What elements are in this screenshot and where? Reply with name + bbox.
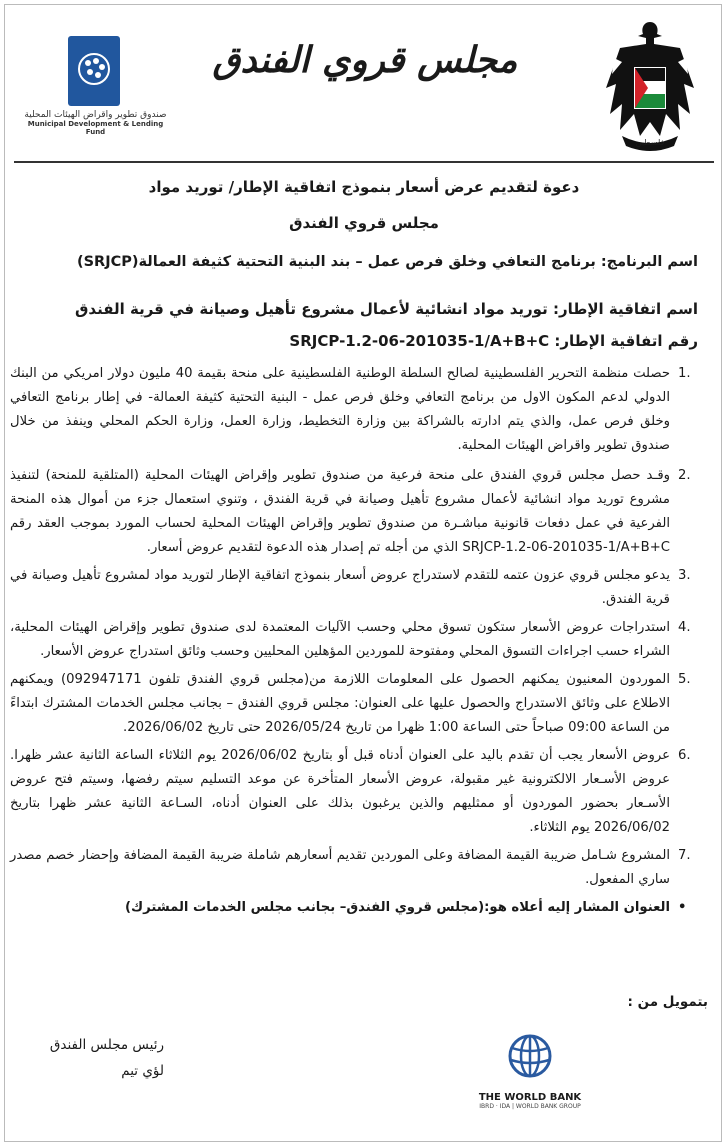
list-item: .6 عروض الأسعار يجب أن تقدم باليد على العنوان أدناه قبل أو بتاريخ 2026/06/02 يوم الثلاثاء الساعة الثانية عشر ظهرا. عروض الأسـعار الالكترونية غير مقبولة، عروض الأسعار المتأخرة عن موعد التسليم سيتم رفضها، وسيتم فتح عروض الأسـعار بحضور الموردون أو ممثليهم والذين يرغبون بذلك على العنوان أدناه، السـاعة الثانية عشر ظهرا بتاريخ 2026/06/02 يوم الثلاثاء. [10,748,691,835]
list-item: .5 الموردون المعنيون يمكنهم الحصول على المعلومات اللازمة من(مجلس قروي الفندق تلفون 092947171) ويمكنهم الاطلاع على وثائق الاستدراج والحصول عليها على العنوان: مجلس قروي الفندق – بجانب مجلس الخدمات المشترك ابتداءً من الساعة 09:00 صباحاً حتى الساعة 1:00 ظهرا من تاريخ 2026/05/24 حتى تاريخ 2026/06/02. [10,672,691,735]
page-title: مجلس قروي الفندق [212,40,518,81]
signature-block [14,1032,164,1084]
funding-label: بتمويل من : [627,994,708,1010]
mdlf-name-ar: صندوق تطوير واقراض الهيئات المحلية [24,110,167,120]
mdlf-name-en: Municipal Development & Lending Fund [27,120,164,136]
signature-title: رئيس مجلس الفندق [49,1037,164,1053]
invitation-heading: دعوة لتقديم عرض أسعار بنموذج اتفاقية الإطار/ توريد مواد [148,178,580,196]
agreement-name: اسم اتفاقية الإطار: توريد مواد انشائية لأعمال مشروع تأهيل وصيانة في قرية الفندق [75,300,698,318]
list-item: .2 وقـد حصل مجلس قروي الفندق على منحة فرعية من صندوق تطوير وإقراض الهيئات المحلية (المتلقية للمنحة) لتنفيذ مشروع توريد مواد انشائية لأعمال مشروع تأهيل وصيانة في قرية الفندق ، وتنوي استعمال جزء من أموال هذه المنحة الفرعية في عمل دفعات قانونية مباشـرة من صندوق تطوير وإقراض الهيئات المحلية لحساب المورد بموجب العقد رقم SRJCP-1.2-06-201035-1/A+B+C الذي من أجله تم إصدار هذه الدعوة لتقديم عروض أسعار. [10,468,691,555]
list-item: • العنوان المشار إليه أعلاه هو:(مجلس قروي الفندق– بجانب مجلس الخدمات المشترك) [125,900,687,915]
terms-list [10,362,708,920]
signature-name: لؤي تيم [121,1063,164,1079]
emblem-caption: فلسطين [635,138,665,147]
list-item: .1 حصلت منظمة التحرير الفلسطينية لصالح السلطة الوطنية الفلسطينية على منحة بقيمة 40 مليون دولار امريكي من البنك الدولي لدعم المكون الاول من برنامج التعافي وخلق فرص عمل - البنية التحتية كثيفة العمالة- في إطار برنامج التعافي وخلق فرص عمل، والذي يتم ادارته بالشراكة بين وزارة التخطيط، وزارة العمل، وزارة الحكم المحلي وينفذ من خلال صندوق تطوير واقراض الهيئات المحلية. [10,366,691,453]
world-bank-logo [470,1030,590,1110]
header-divider [14,161,714,163]
council-heading: مجلس قروي الفندق [289,214,439,232]
world-bank-name: THE WORLD BANK [478,1092,582,1103]
program-name: اسم البرنامج: برنامج التعافي وخلق فرص عمل – بند البنية التحتية كثيفة العمالة(SRJCP) [76,254,698,270]
mdlf-logo [18,36,173,136]
list-item: .7 المشروع شـامل ضريبة القيمة المضافة وعلى الموردين تقديم أسعارهم شاملة ضريبة القيمة المضافة وإحضار خصم مصدر ساري المفعول. [10,848,691,887]
list-item: .4 استدراجات عروض الأسعار ستكون تسوق محلي وحسب الآليات المعتمدة لدى صندوق تطوير وإقراض الهيئات المحلية، الشراء حسب اجراءات التسوق المحلي ومفتوحة للموردين المؤهلين المحليين وحسب وثائق استدراج عروض الأسعار. [10,620,691,659]
mdlf-logo-mark [68,36,120,106]
world-bank-globe-icon [508,1030,552,1086]
world-bank-subtitle: IBRD · IDA | WORLD BANK GROUP [479,1103,581,1110]
header [0,0,728,160]
list-item: .3 يدعو مجلس قروي عزون عتمه للتقدم لاستدراج عروض أسعار بنموذج اتفاقية الإطار لتوريد مواد لمشروع تأهيل وصيانة في قرية الفندق. [10,568,691,607]
palestine-emblem-icon [600,18,700,156]
people-circle-icon [78,52,110,86]
agreement-number: رقم اتفاقية الإطار: SRJCP-1.2-06-201035-1/A+B+C [289,332,698,350]
